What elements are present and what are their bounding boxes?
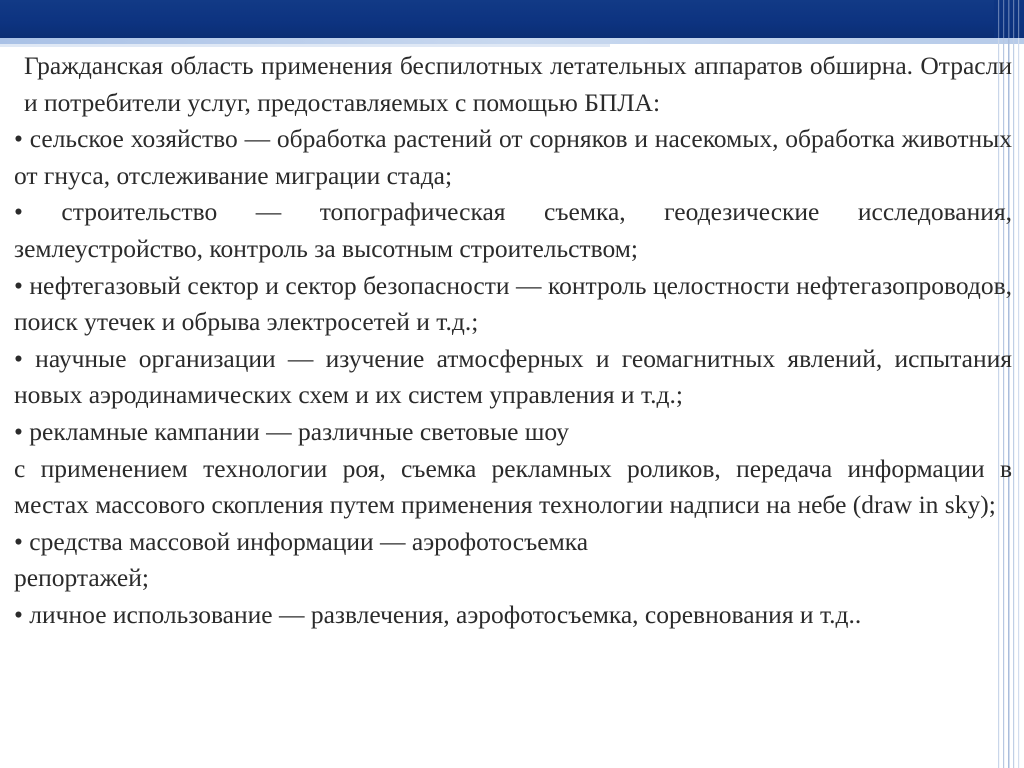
list-item-construction: • строительство — топографическая съемка, геодезические исследования, землеустройство, контроль за высотным строительством; xyxy=(14,197,1012,263)
list-item-advertising-continued: с применением технологии роя, съемка рекламных роликов, передача информации в местах массового скопления путем применения технологии надписи на небе (draw in sky); xyxy=(14,453,1012,520)
header-band xyxy=(0,0,1024,38)
slide-body xyxy=(14,48,1012,634)
list-item-media-continued: репортажей; xyxy=(14,563,149,593)
intro-paragraph: Гражданская область применения беспилотных летательных аппаратов обширна. Отрасли и потребители услуг, предоставляемых с помощью БПЛА: xyxy=(24,51,1012,117)
list-item-agriculture: • сельское хозяйство — обработка растений от сорняков и насекомых, обработка животных от гнуса, отслеживание миграции стада; xyxy=(14,124,1012,190)
list-item-oil-gas: • нефтегазовый сектор и сектор безопасности — контроль целостности нефтегазопроводов, поиск утечек и обрыва электросетей и т.д.; xyxy=(14,270,1012,337)
list-item-media: • средства массовой информации — аэрофотосъемка xyxy=(14,526,589,556)
list-item-science: • научные организации — изучение атмосферных и геомагнитных явлений, испытания новых аэродинамических схем и их систем управления и т.д.; xyxy=(14,343,1012,410)
header-accent-stripe-thin xyxy=(0,44,610,47)
list-item-advertising: • рекламные кампании — различные световые шоу xyxy=(14,416,569,446)
list-item-personal: • личное использование — развлечения, аэрофотосъемка, соревнования и т.д.. xyxy=(14,599,862,629)
